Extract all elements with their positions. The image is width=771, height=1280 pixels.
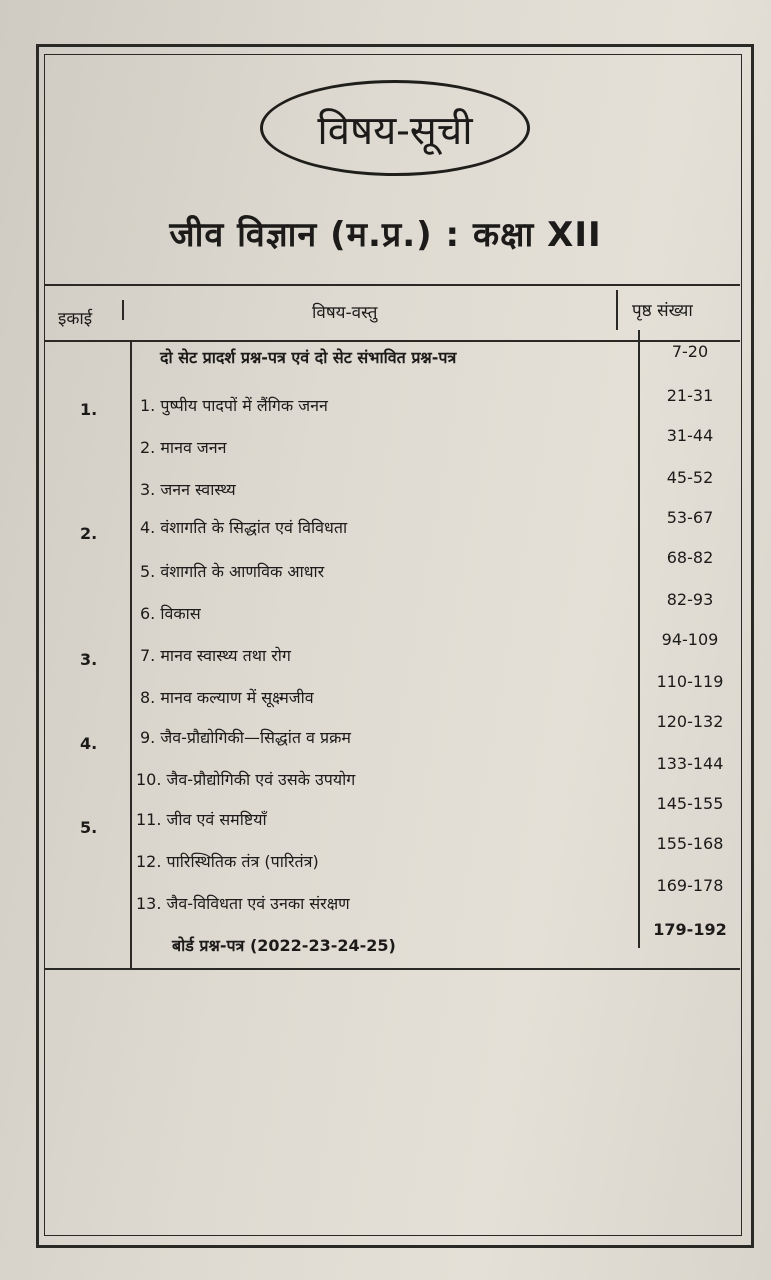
header-divider-left [122,300,124,320]
table-row-pages: 45-52 [666,468,714,487]
table-row-unit: 2. [80,524,98,543]
header-divider-right [616,290,618,330]
table-row-pages: 21-31 [666,386,714,405]
table-row-topic: दो सेट प्रादर्श प्रश्न-पत्र एवं दो सेट संभावित प्रश्न-पत्र [160,348,457,367]
table-row-unit: 5. [80,818,98,837]
column-divider-left [130,340,132,968]
table-row-pages: 94-109 [661,630,719,649]
table-row-pages: 145-155 [656,794,724,813]
table-row-unit: 4. [80,734,98,753]
table-row-pages: 53-67 [666,508,714,527]
table-row-topic: 6. विकास [140,604,201,623]
table-row-topic: 7. मानव स्वास्थ्य तथा रोग [140,646,291,665]
table-row-pages: 110-119 [656,672,724,691]
page-title: विषय-सूची [317,107,473,154]
table-row-unit: 3. [80,650,98,669]
table-row-pages: 133-144 [656,754,724,773]
table-row-topic: 9. जैव-प्रौद्योगिकी—सिद्धांत व प्रक्रम [140,728,351,747]
header-content: विषय-वस्तु [312,303,378,323]
table-row-pages: 155-168 [656,834,724,853]
table-row-topic: 10. जैव-प्रौद्योगिकी एवं उसके उपयोग [136,770,356,789]
table-row-topic: 13. जैव-विविधता एवं उनका संरक्षण [136,894,350,913]
table-row-topic: 11. जीव एवं समष्टियाँ [136,810,267,829]
table-row-topic: 3. जनन स्वास्थ्य [140,480,236,499]
header-unit: इकाई [58,309,93,329]
table-row-pages: 31-44 [666,426,714,445]
table-row-topic: 5. वंशागति के आणविक आधार [140,562,325,581]
header-pages: पृष्ठ संख्या [632,301,693,321]
table-top-rule [44,284,740,286]
subject-subtitle: जीव विज्ञान (म.प्र.) : कक्षा XII [169,215,602,255]
table-row-pages: 7-20 [671,342,709,361]
table-row-pages: 82-93 [666,590,714,609]
table-row-topic: 2. मानव जनन [140,438,227,457]
table-row-topic: बोर्ड प्रश्न-पत्र (2022-23-24-25) [172,936,396,955]
table-row-pages: 179-192 [653,920,727,939]
table-header-rule [44,340,740,342]
table-row-topic: 8. मानव कल्याण में सूक्ष्मजीव [140,688,314,707]
table-row-pages: 68-82 [666,548,714,567]
table-row-topic: 4. वंशागति के सिद्धांत एवं विविधता [140,518,348,537]
table-row-pages: 120-132 [656,712,724,731]
title-oval [260,80,530,176]
table-row-topic: 12. पारिस्थितिक तंत्र (पारितंत्र) [136,852,319,871]
table-bottom-rule [44,968,740,970]
table-row-topic: 1. पुष्पीय पादपों में लैंगिक जनन [140,396,328,415]
table-row-unit: 1. [80,400,98,419]
table-row-pages: 169-178 [656,876,724,895]
